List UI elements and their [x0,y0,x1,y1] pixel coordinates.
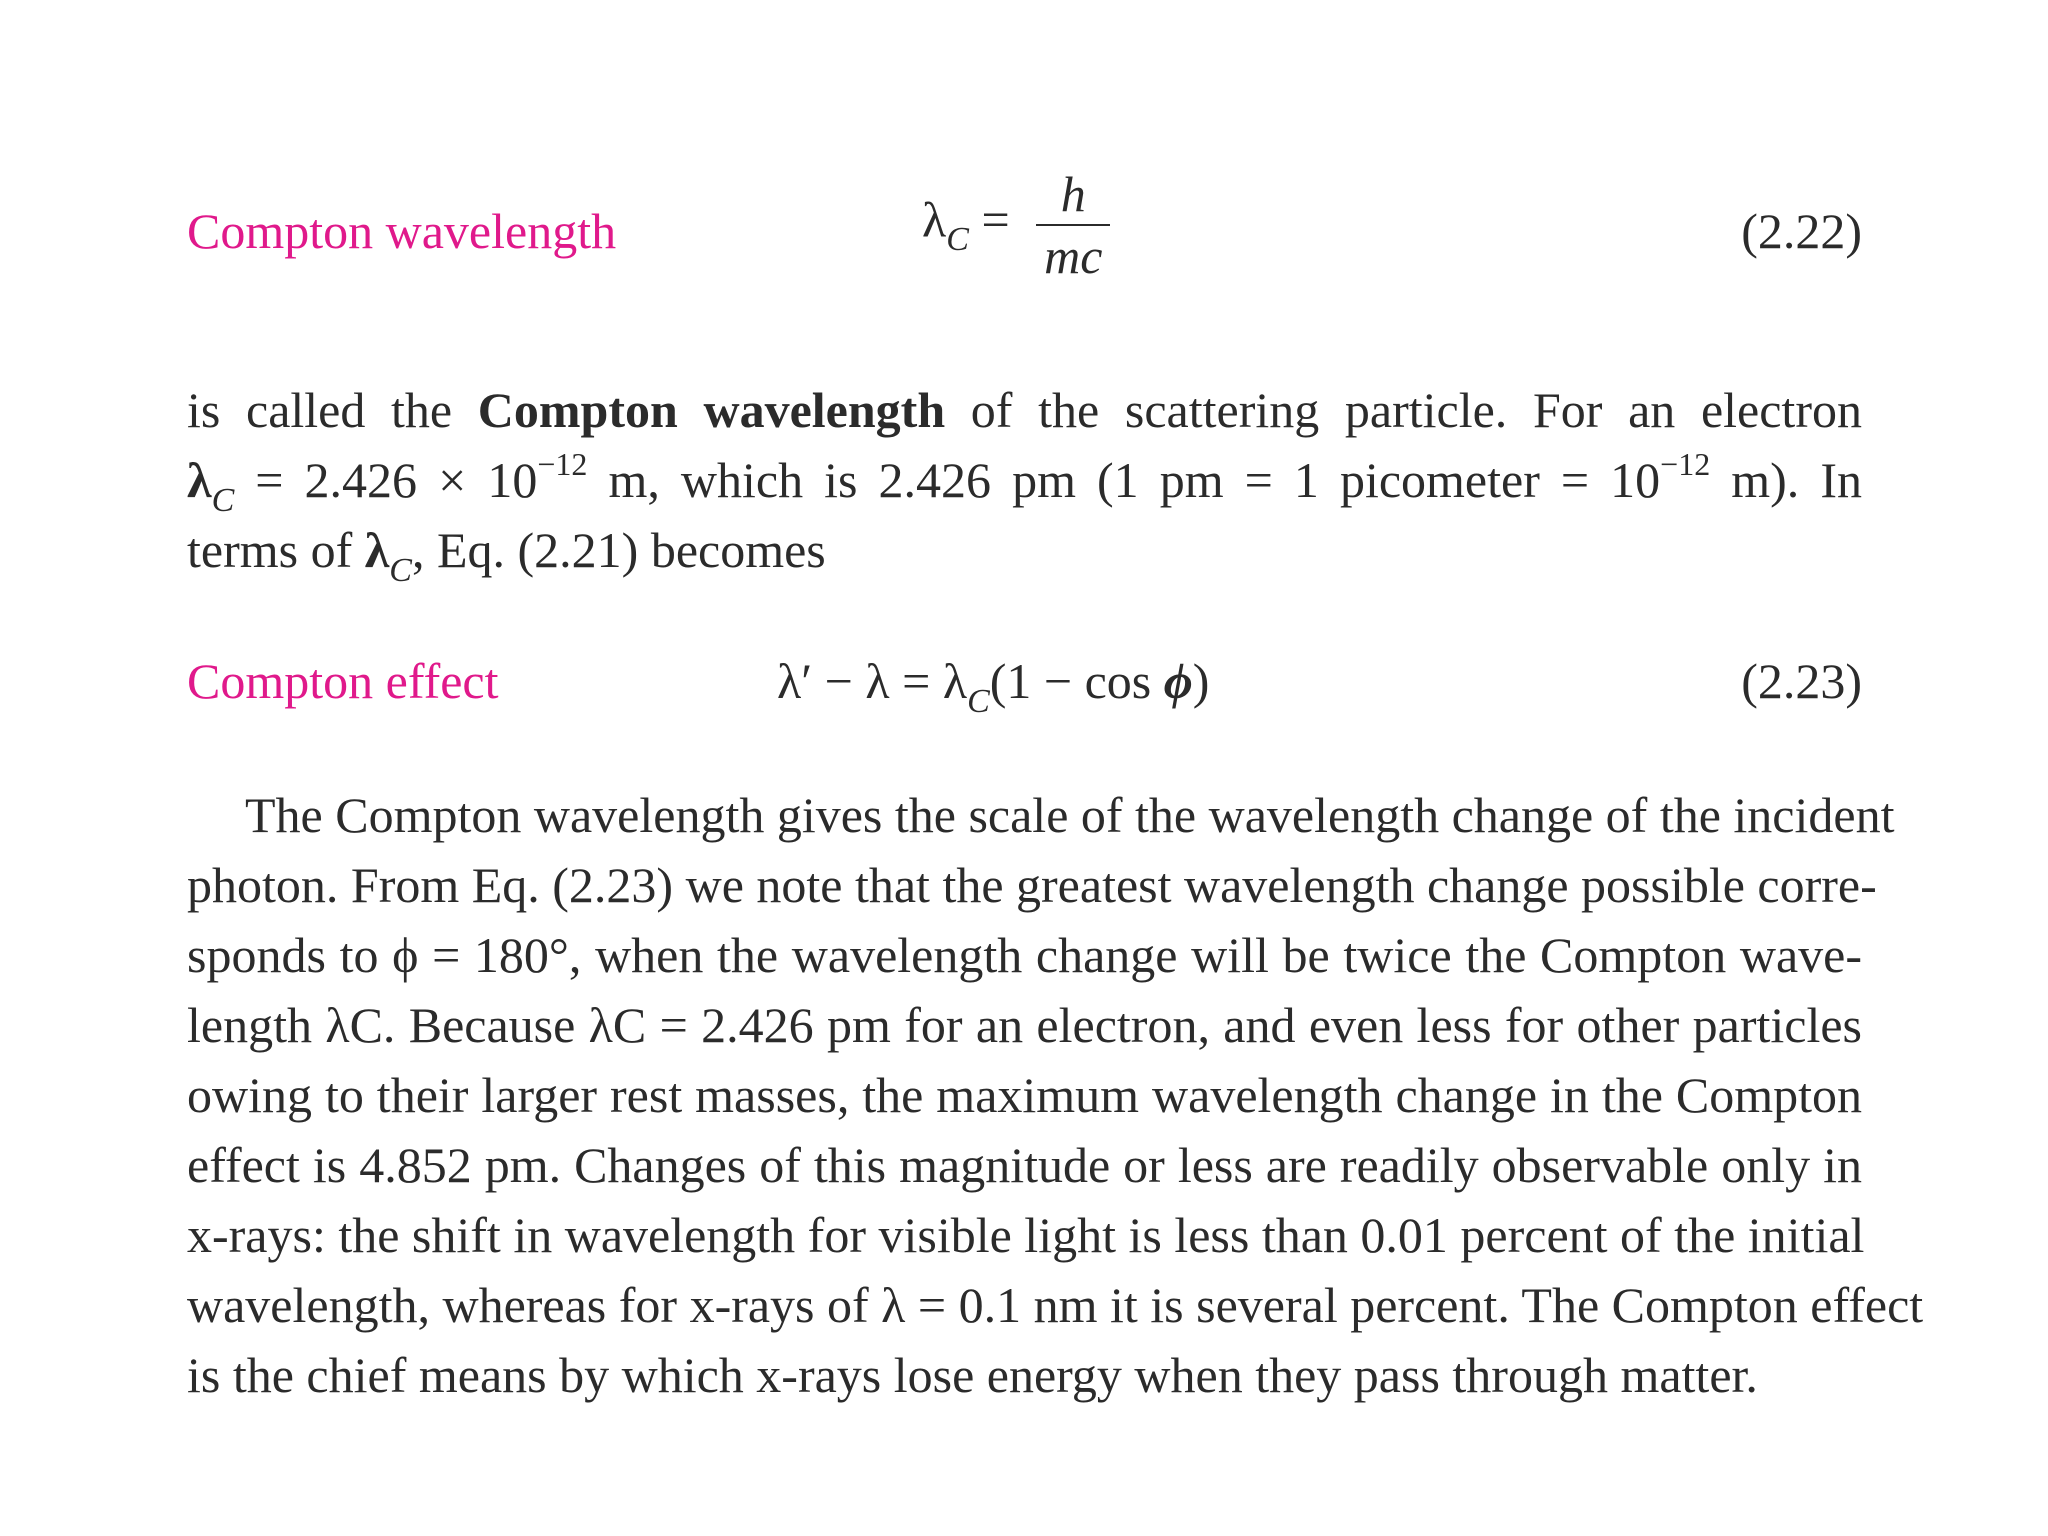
text-span: m). In [1710,452,1862,508]
paragraph-2-line: effect is 4.852 pm. Changes of this magnitude or less are readily observable only in [187,1137,1862,1193]
paragraph-1-line-1 [187,375,1862,445]
text-span: , Eq. (2.21) becomes [411,522,826,578]
lambda-symbol: λ [187,452,212,508]
fraction-denominator: mc [1044,228,1103,284]
exponent: −12 [1660,446,1711,482]
lambda-symbol: λ [364,522,390,578]
paragraph-1-line-3 [187,515,1862,589]
paragraph-2-line: owing to their larger rest masses, the maximum wavelength change in the Compton [187,1067,1862,1123]
equation-text: λ′ − λ = λ [777,653,968,709]
equation-label-compton-wavelength: Compton wavelength [187,203,617,259]
subscript-c: C [946,221,969,259]
exponent: −12 [537,446,588,482]
text-span: of the scattering particle. For an electron [945,382,1862,438]
paragraph-2-line: is the chief means by which x-rays lose energy when they pass through matter. [187,1347,1758,1403]
phi-symbol: ϕ [1163,653,1193,709]
equals-sign: = [981,191,1010,248]
paragraph-2-line: sponds to ϕ = 180°, when the wavelength change will be twice the Compton wave- [187,927,1862,983]
subscript-c: C [389,552,412,589]
text-span: m, which is 2.426 pm (1 pm = 1 picometer = 10 [587,452,1661,508]
lambda-symbol: λ [922,191,947,248]
paragraph-2-line: x-rays: the shift in wavelength for visible light is less than 0.01 percent of the initial [187,1207,1865,1263]
equation-text: ) [1192,653,1210,709]
equation-2-22-row [187,166,1862,292]
paragraph-2-line: length λC. Because λC = 2.426 pm for an electron, and even less for other particles [187,997,1862,1053]
equation-number-2-23: (2.23) [1741,653,1862,709]
equation-2-23-row [187,652,1862,732]
subscript-c: C [967,683,990,720]
equation-2-22 [922,164,1110,286]
equation-text: (1 − cos [989,653,1164,709]
equation-number-2-22: (2.22) [1741,203,1862,259]
subscript-c: C [211,482,235,519]
text-span: is called the [187,382,478,438]
paragraph-2 [187,780,1924,1410]
equation-2-23 [777,652,1210,720]
paragraph-2-line: photon. From Eq. (2.23) we note that the greatest wavelength change possible corre- [187,857,1877,913]
paragraph-1 [187,375,1862,589]
text-span: = 2.426 × 10 [234,452,538,508]
fraction-numerator: h [1036,164,1110,226]
fraction [1036,164,1110,286]
paragraph-2-line: The Compton wavelength gives the scale of the wavelength change of the incident [245,787,1895,843]
equation-label-compton-effect: Compton effect [187,653,499,709]
paragraph-2-line: wavelength, whereas for x-rays of λ = 0.1 nm it is several percent. The Compton effect [187,1277,1924,1333]
text-span: terms of [187,522,365,578]
bold-term-compton-wavelength: Compton wavelength [477,382,946,438]
paragraph-1-line-2 [187,445,1862,519]
